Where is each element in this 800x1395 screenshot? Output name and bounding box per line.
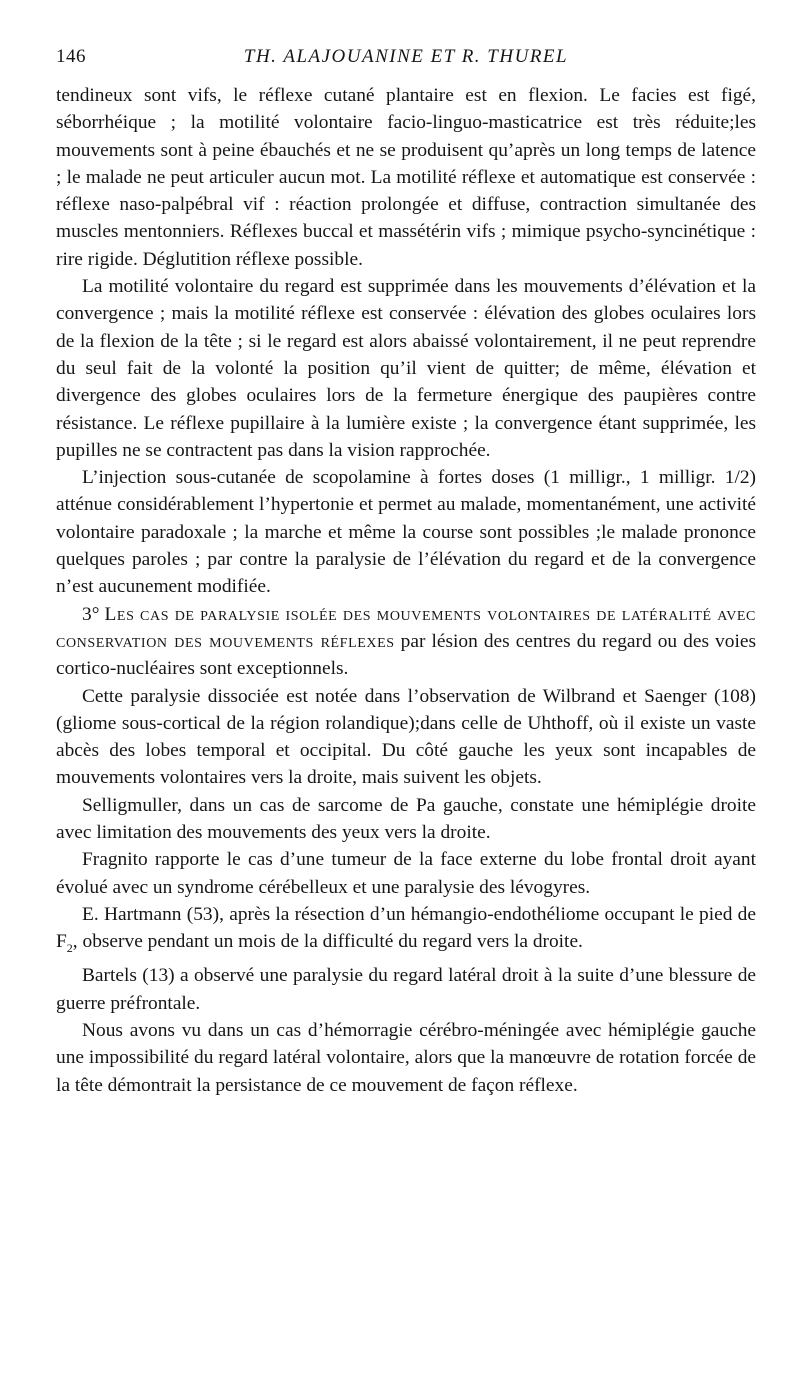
paragraph-hemorrhage-case: Nous avons vu dans un cas d’hémorragie cérébro-méningée avec hémiplégie gauche une impossibilité du regard latéral volontaire, alors que la manœuvre de rotation forcée de la tête démontrait la persistance de ce mouvement de façon réflexe. bbox=[56, 1019, 756, 1096]
hartmann-subscript: 2 bbox=[66, 941, 73, 956]
paragraph-scopolamine: L’injection sous-cutanée de scopolamine à fortes doses (1 milligr., 1 milligr. 1/2) atténue considérablement l’hypertonie et permet au malade, momentanément, une activité volontaire paradoxale ; la marche et même la course sont possibles ;le malade prononce quelques paroles ; par contre la paralysie de l’élévation du regard et de la convergence n’est aucunement modifiée. bbox=[56, 467, 756, 598]
section-3-intro bbox=[56, 601, 756, 683]
paragraph-gaze-motility: La motilité volontaire du regard est supprimée dans les mouvements d’élévation et la convergence ; mais la motilité réflexe est conservée : élévation des globes oculaires lors de la flexion de la tête ; si le regard est alors abaissé volontairement, il ne peut reprendre du seul fait de la volonté la position qu’il vient de quitter; de même, élévation et divergence des globes oculaires lors de la fermeture énergique des paupières contre résistance. Le réflexe pupillaire à la lumière existe ; la convergence étant supprimée, les pupilles ne se contractent pas dans la vision rapprochée. bbox=[56, 276, 756, 461]
paragraph-selligmuller: Selligmuller, dans un cas de sarcome de Pa gauche, constate une hémiplégie droite avec limitation des mouvements des yeux vers la droite. bbox=[56, 794, 756, 844]
paragraph-bartels: Bartels (13) a observé une paralysie du regard latéral droit à la suite d’une blessure de guerre préfrontale. bbox=[56, 965, 756, 1014]
paragraph-hartmann bbox=[56, 901, 756, 962]
page-number: 146 bbox=[56, 46, 86, 67]
section-heading-rest: par lésion des centres du regard ou des voies cortico-nucléaires sont exceptionnels. bbox=[56, 630, 756, 680]
section-heading: Les cas de paralysie isolée des mouvements volontaires de latéralité avec conservation des mouvements réflexes bbox=[56, 603, 756, 652]
document-page bbox=[56, 46, 756, 1099]
section-number: 3° bbox=[82, 603, 100, 625]
hartmann-text: E. Hartmann (53), après la résection d’un hémangio-endothéliome occupant le pied de F bbox=[56, 903, 756, 953]
paragraph-wilbrand-saenger: Cette paralysie dissociée est notée dans l’observation de Wilbrand et Saenger (108) (gliome sous-cortical de la région rolandique);dans celle de Uhthoff, où il existe un vaste abcès des lobes temporal et occipital. Du côté gauche les yeux sont incapables de mouvements volontaires vers la droite, mais suivent les objets. bbox=[56, 685, 756, 789]
page-header bbox=[56, 46, 756, 82]
body-text bbox=[56, 82, 756, 1099]
paragraph-fragnito: Fragnito rapporte le cas d’une tumeur de la face externe du lobe frontal droit ayant évolué avec un syndrome cérébelleux et une paralysie des lévogyres. bbox=[56, 849, 756, 898]
hartmann-text-end: , observe pendant un mois de la difficulté du regard vers la droite. bbox=[72, 931, 583, 953]
running-title: TH. ALAJOUANINE ET R. THUREL bbox=[243, 46, 569, 67]
paragraph-clinical-signs: tendineux sont vifs, le réflexe cutané plantaire est en flexion. Le facies est figé, séborrhéique ; la motilité volontaire facio-linguo-masticatrice est très réduite;les mouvements sont à peine ébauchés et ne se produisent qu’après un long temps de latence ; le malade ne peut articuler aucun mot. La motilité réflexe et automatique est conservée : réflexe naso-palpébral vif : réaction prolongée et diffuse, contraction simultanée des muscles mentonniers. Réflexes buccal et massétérin vifs ; mimique psycho-syncinétique : rire rigide. Déglutition réflexe possible. bbox=[56, 85, 756, 270]
